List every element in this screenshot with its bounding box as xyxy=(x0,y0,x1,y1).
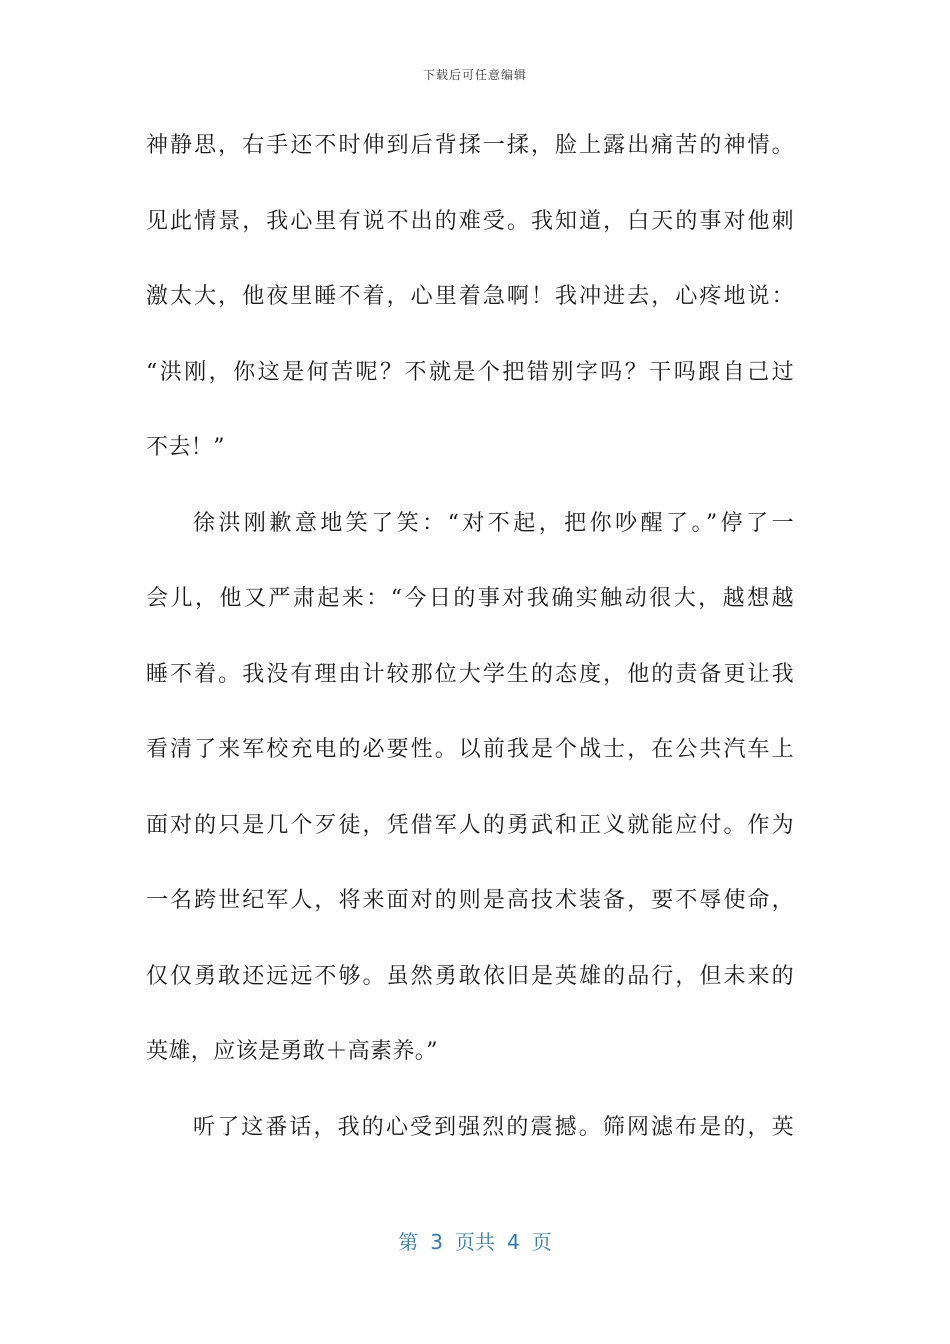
document-body xyxy=(146,118,794,1175)
current-page-number: 3 xyxy=(430,1230,443,1254)
text-line: “洪刚，你这是何苦呢？不就是个把错别字吗？干吗跟自己过 xyxy=(146,359,794,385)
text-line: 会儿，他又严肃起来：“今日的事对我确实触动很大，越想越 xyxy=(146,586,794,611)
text-line: 看清了来军校充电的必要性。以前我是个战士，在公共汽车上 xyxy=(146,737,794,762)
text-line: 面对的只是几个歹徒，凭借军人的勇武和正义就能应付。作为 xyxy=(146,812,794,838)
page-number-footer xyxy=(0,1226,950,1255)
text-line: 一名跨世纪军人，将来面对的则是高技术装备，要不辱使命， xyxy=(146,888,794,913)
text-line: 英雄，应该是勇敢＋高素养。” xyxy=(146,1039,438,1064)
total-pages-number: 4 xyxy=(507,1230,520,1254)
text-line: 见此情景，我心里有说不出的难受。我知道，白天的事对他刺 xyxy=(146,208,794,234)
text-line: 仅仅勇敢还远远不够。虽然勇敢依旧是英雄的品行，但未来的 xyxy=(146,963,794,989)
text-line: 徐洪刚歉意地笑了笑：“对不起，把你吵醒了。”停了一 xyxy=(193,510,794,536)
text-line: 睡不着。我没有理由计较那位大学生的态度，他的责备更让我 xyxy=(146,661,794,687)
text-line: 激太大，他夜里睡不着，心里着急啊！我冲进去，心疼地说： xyxy=(146,284,794,309)
page-label-prefix: 第 xyxy=(398,1230,419,1254)
page-header-note: 下载后可任意编辑 xyxy=(422,68,527,82)
text-line: 不去！” xyxy=(146,435,225,460)
text-line: 神静思，右手还不时伸到后背揉一揉，脸上露出痛苦的神情。 xyxy=(146,133,794,158)
text-line: 听了这番话，我的心受到强烈的震撼。筛网滤布是的，英 xyxy=(193,1114,794,1140)
page-label-mid: 页共 xyxy=(455,1230,495,1254)
page-label-suffix: 页 xyxy=(531,1230,552,1254)
